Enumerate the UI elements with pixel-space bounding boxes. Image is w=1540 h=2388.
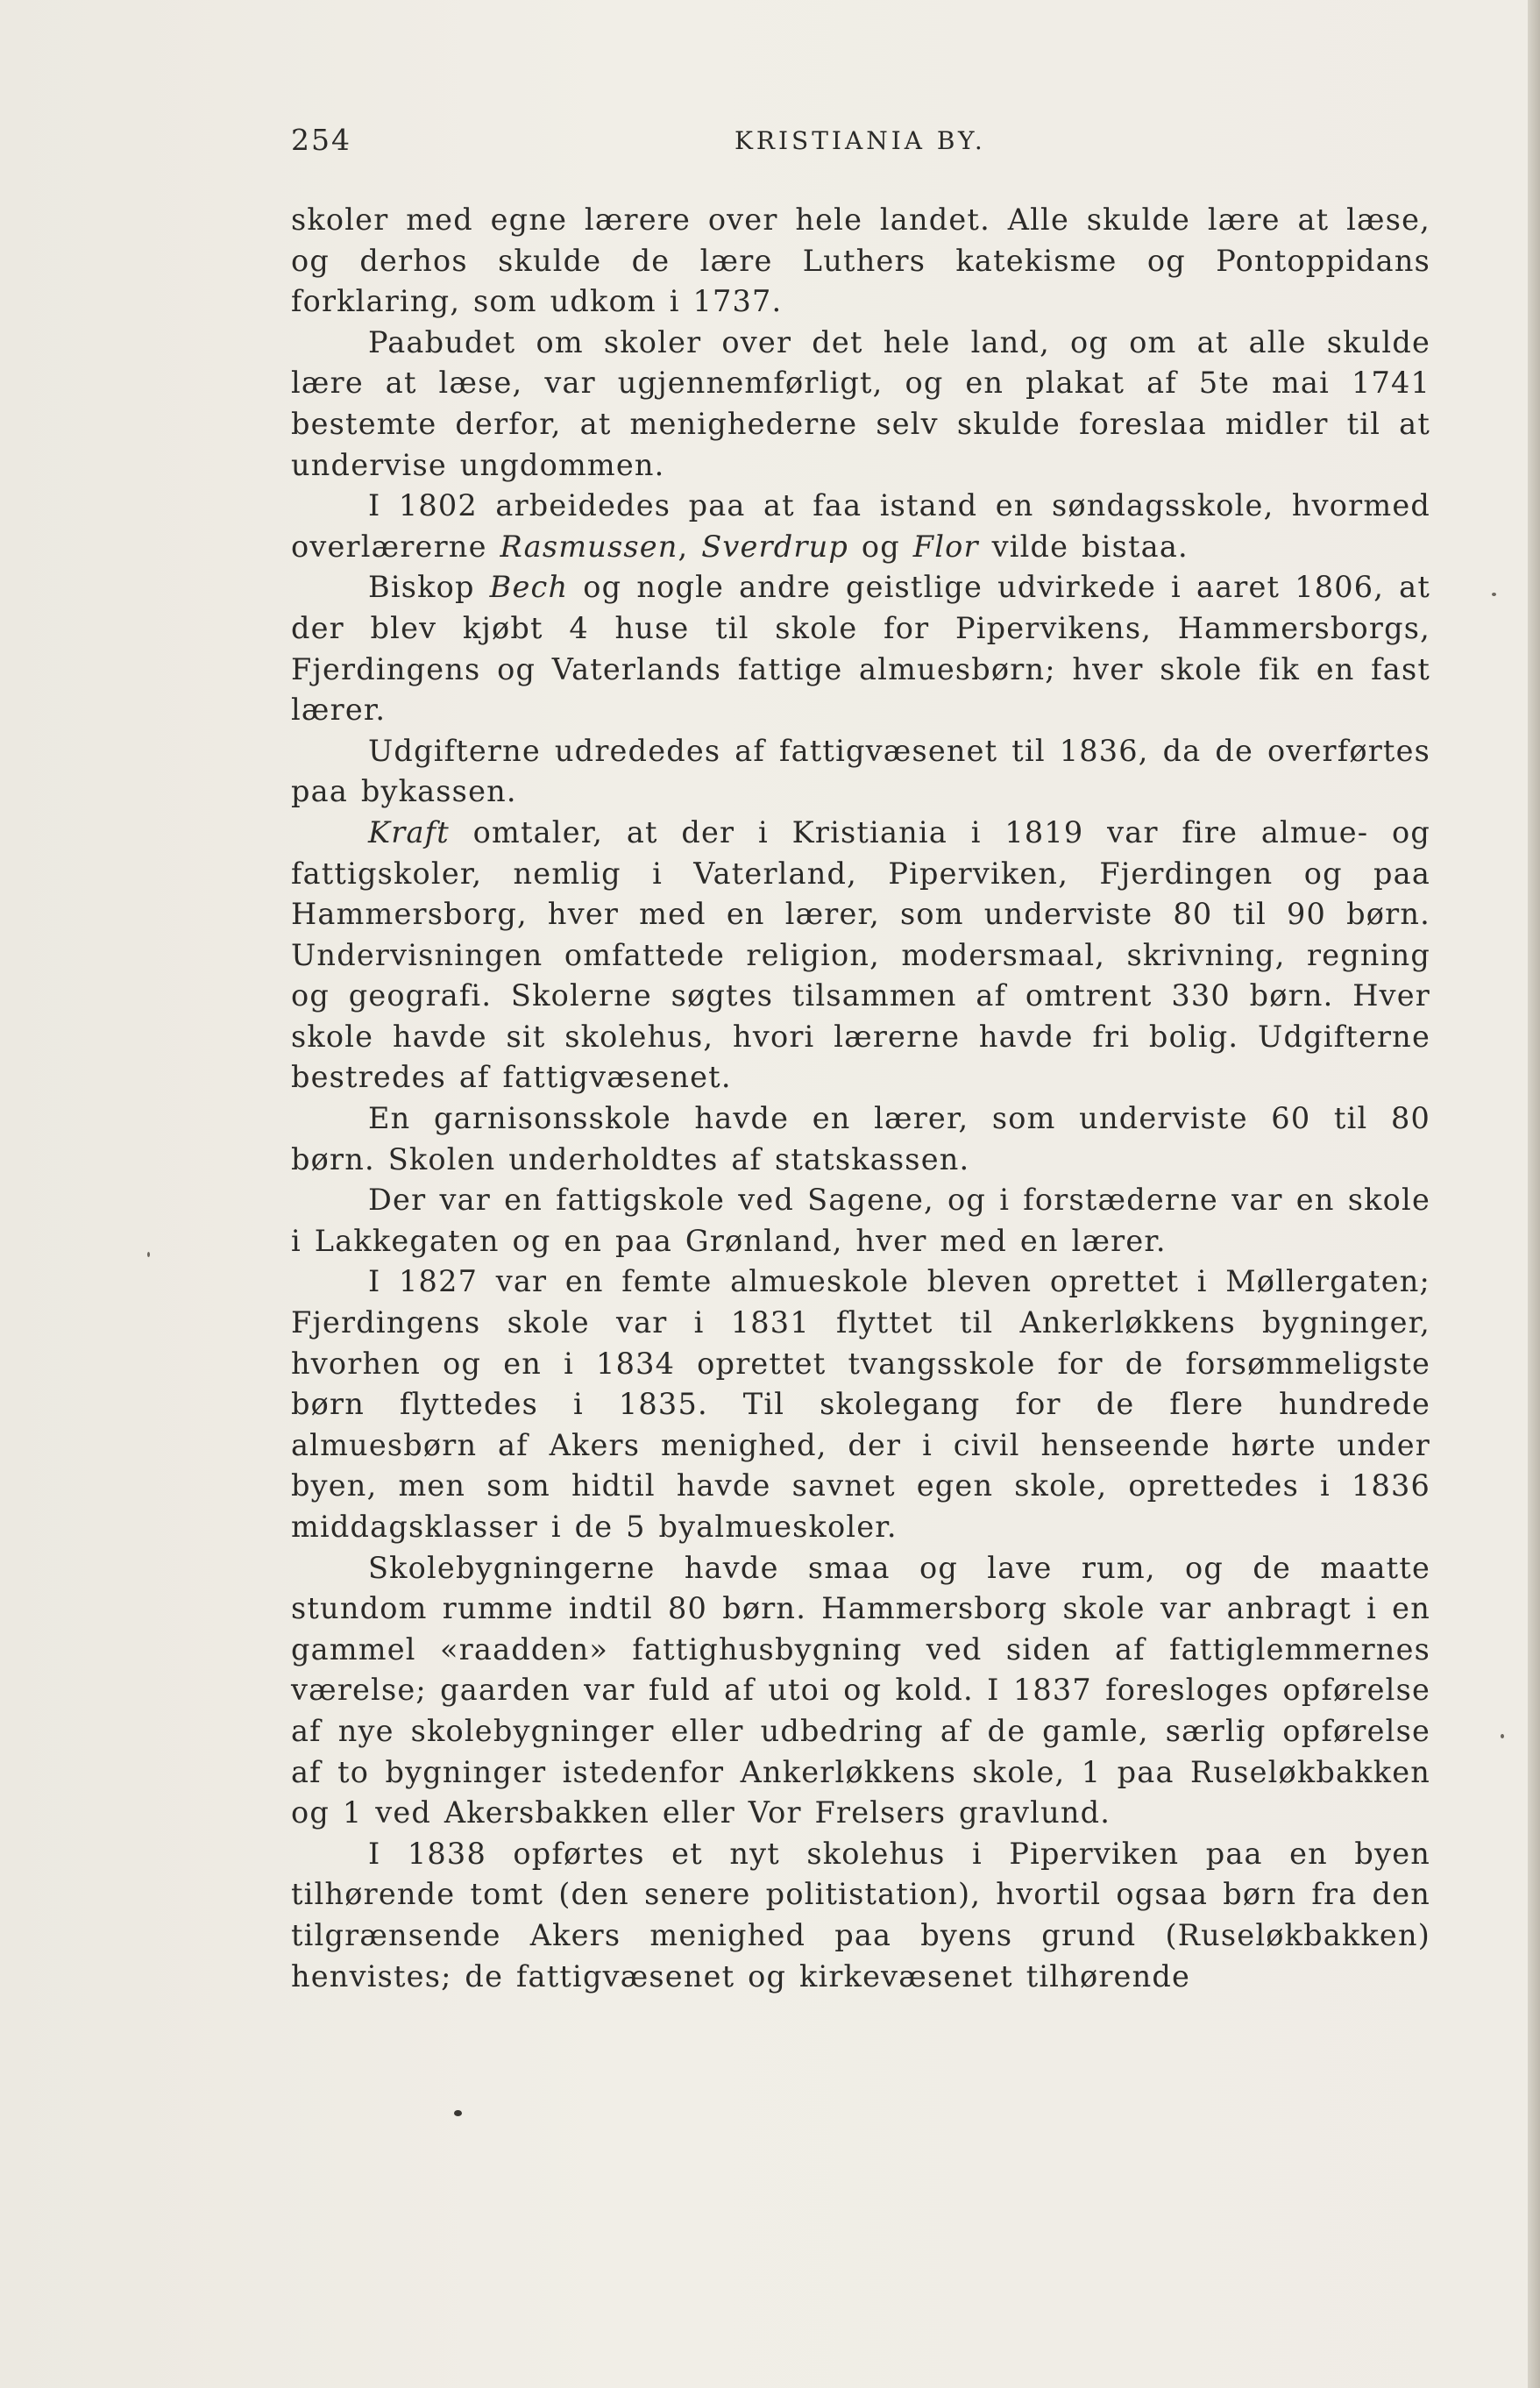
text-run: Biskop: [368, 570, 490, 605]
text-run: Paabudet om skoler over det hele land, og om at alle skulde lære at læse, var ugjennemførligt, og en plakat af 5te mai 1741 bestemte derfor, at menighederne selv skulde foreslaa midler til at undervise ungdommen.: [291, 324, 1430, 482]
paragraph: [291, 1834, 1430, 1997]
paragraph: [291, 1098, 1430, 1180]
text-run: Der var en fattigskole ved Sagene, og i forstæderne var en skole i Lakkegaten og en paa Grønland, hver med en lærer.: [291, 1183, 1430, 1258]
paragraph: [291, 1548, 1430, 1834]
paragraph: [291, 813, 1430, 1098]
paragraph: [291, 1262, 1430, 1547]
text-run: Skolebygningerne havde smaa og lave rum, og de maatte stundom rumme indtil 80 børn. Hammersborg skole var anbragt i en gammel «raadden» fattighusbygning ved siden af fattiglemmernes værelse; gaarden var fuld af utoi og kold. I 1837 foresloges opførelse af nye skolebygninger eller udbedring af de gamle, særlig opførelse af to bygninger istedenfor Ankerløkkens skole, 1 paa Ruseløkbakken og 1 ved Akersbakken eller Vor Frelsers gravlund.: [291, 1550, 1430, 1830]
text-run: I 1827 var en femte almueskole bleven oprettet i Møllergaten; Fjerdingens skole var i 1831 flyttet til Ankerløkkens bygninger, hvorhen og en i 1834 oprettet tvangsskole for de forsømmeligste børn flyttedes i 1835. Til skolegang for de flere hundrede almuesbørn af Akers menighed, der i civil henseende hørte under byen, men som hidtil havde savnet egen skole, oprettedes i 1836 middagsklasser i de 5 byalmueskoler.: [291, 1264, 1430, 1544]
text-run: og: [848, 529, 913, 564]
italic-name: Kraft: [368, 814, 450, 849]
ink-speck: [147, 1252, 150, 1257]
ink-speck: [1501, 1734, 1504, 1738]
paragraph: [291, 1180, 1430, 1262]
page-number: 254: [291, 123, 351, 157]
text-run: En garnisonsskole havde en lærer, som underviste 60 til 80 børn. Skolen underholdtes af statskassen.: [291, 1101, 1430, 1176]
italic-name: Sverdrup: [701, 529, 849, 564]
paragraph: [291, 200, 1430, 323]
italic-name: Rasmussen: [500, 529, 678, 564]
ink-speck: [1492, 593, 1496, 596]
paragraph: [291, 323, 1430, 486]
text-run: vilde bistaa.: [978, 529, 1189, 564]
text-run: I 1838 opførtes et nyt skolehus i Piperviken paa en byen tilhørende tomt (den senere politistation), hvortil ogsaa børn fra den tilgrænsende Akers menighed paa byens grund (Ruseløkbakken) henvistes; de fattigvæsenet og kirkevæsenet tilhørende: [291, 1836, 1430, 1994]
italic-name: Bech: [489, 570, 569, 605]
paragraph: [291, 567, 1430, 730]
page-edge-shadow: [1528, 0, 1540, 2388]
italic-name: Flor: [912, 529, 979, 564]
text-run: Udgifterne udrededes af fattigvæsenet til 1836, da de overførtes paa bykassen.: [291, 733, 1430, 809]
text-run: omtaler, at der i Kristiania i 1819 var fire almue- og fattigskoler, nemlig i Vaterland, Piperviken, Fjerdingen og paa Hammersborg, hver med en lærer, som underviste 80 til 90 børn. Undervisningen omfattede religion, modersmaal, skrivning, regning og geografi. Skolerne søgtes tilsammen af omtrent 330 børn. Hver skole havde sit skolehus, hvori lærerne havde fri bolig. Udgifterne bestredes af fattigvæsenet.: [291, 814, 1430, 1095]
paragraph: [291, 731, 1430, 813]
body-text: [291, 200, 1430, 1997]
text-run: skoler med egne lærere over hele landet. Alle skulde lære at læse, og derhos skulde de lære Luthers katekisme og Pontoppidans forklaring, som udkom i 1737.: [291, 203, 1430, 319]
text-run: ,: [678, 529, 702, 564]
paragraph: [291, 486, 1430, 567]
text-run: I 1802 arbeidedes paa at faa istand en søndagsskole, hvormed overlærerne: [291, 488, 1430, 564]
text-run: og nogle andre geistlige udvirkede i aaret 1806, at der blev kjøbt 4 huse til skole for Pipervikens, Hammersborgs, Fjerdingens og Vaterlands fattige almuesbørn; hver skole fik en fast lærer.: [291, 570, 1430, 728]
ink-speck: [454, 2110, 462, 2116]
running-title: KRISTIANIA BY.: [735, 126, 986, 155]
page-header: [291, 123, 1430, 167]
